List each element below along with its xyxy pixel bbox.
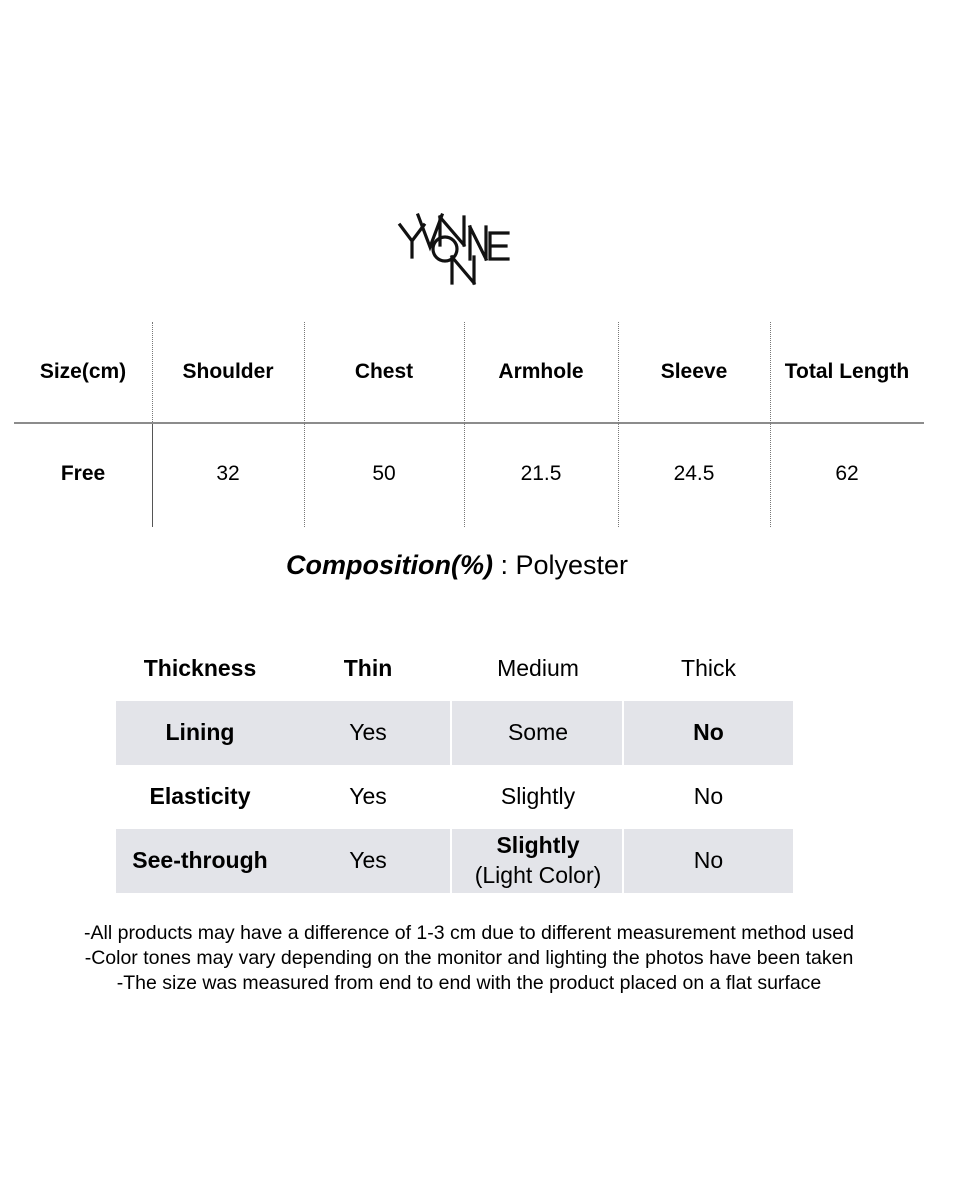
fabric-option-with-note xyxy=(452,829,624,893)
size-data-row xyxy=(14,424,924,524)
fabric-option: Thin xyxy=(343,655,393,682)
column-divider xyxy=(152,424,153,527)
fabric-option: Slightly xyxy=(500,783,576,810)
fabric-row-label: See-through xyxy=(132,847,268,874)
composition-label: Composition(%) xyxy=(285,550,493,580)
column-divider xyxy=(152,322,153,422)
header-sleeve: Sleeve xyxy=(660,360,728,383)
cell-separator xyxy=(622,701,624,765)
header-chest: Chest xyxy=(354,360,414,383)
note-line: -Color tones may vary depending on the monitor and lighting the photos have been taken xyxy=(84,947,854,969)
fabric-option: Some xyxy=(507,719,569,746)
fabric-option: Yes xyxy=(349,719,387,746)
column-divider xyxy=(618,322,619,527)
size-free: Free xyxy=(60,462,106,485)
composition-line xyxy=(0,550,914,581)
note-line: -All products may have a difference of 1-3 cm due to different measurement method used xyxy=(84,922,854,944)
disclaimer-notes xyxy=(0,921,938,996)
value-armhole: 21.5 xyxy=(520,462,562,485)
value-chest: 50 xyxy=(372,462,396,485)
size-chart-table xyxy=(14,322,924,527)
size-header-row xyxy=(14,322,924,422)
fabric-option: Yes xyxy=(349,847,387,874)
column-divider xyxy=(304,322,305,527)
fabric-option: Yes xyxy=(349,783,387,810)
brand-logo xyxy=(378,203,538,287)
header-size: Size(cm) xyxy=(39,360,127,383)
fabric-row-thickness xyxy=(116,637,793,701)
note-line: -The size was measured from end to end with the product placed on a flat surface xyxy=(116,972,822,994)
fabric-row-elasticity xyxy=(116,765,793,829)
fabric-option-note: (Light Color) xyxy=(474,862,602,888)
header-shoulder: Shoulder xyxy=(182,360,274,383)
column-divider xyxy=(464,322,465,527)
fabric-row-lining xyxy=(116,701,793,765)
fabric-option: Thick xyxy=(681,655,736,682)
cell-separator xyxy=(450,701,452,765)
fabric-properties-table xyxy=(116,637,793,893)
fabric-option: No xyxy=(693,847,724,874)
composition-separator: : xyxy=(492,550,516,580)
column-divider xyxy=(770,322,771,527)
fabric-option: Medium xyxy=(497,655,579,682)
value-shoulder: 32 xyxy=(216,462,240,485)
value-total-length: 62 xyxy=(835,462,859,485)
brand-logo-mark xyxy=(378,203,538,287)
header-armhole: Armhole xyxy=(498,360,584,383)
value-sleeve: 24.5 xyxy=(673,462,715,485)
header-total-length: Total Length xyxy=(784,360,910,383)
cell-separator xyxy=(622,829,624,893)
fabric-row-label: Elasticity xyxy=(149,783,251,810)
fabric-row-label: Lining xyxy=(165,719,235,746)
cell-separator xyxy=(450,829,452,893)
fabric-option: No xyxy=(693,719,724,746)
fabric-option: Slightly xyxy=(496,832,580,859)
composition-value: Polyester xyxy=(515,550,629,580)
fabric-option: No xyxy=(693,783,724,810)
fabric-row-see-through xyxy=(116,829,793,893)
fabric-row-label: Thickness xyxy=(143,655,257,682)
